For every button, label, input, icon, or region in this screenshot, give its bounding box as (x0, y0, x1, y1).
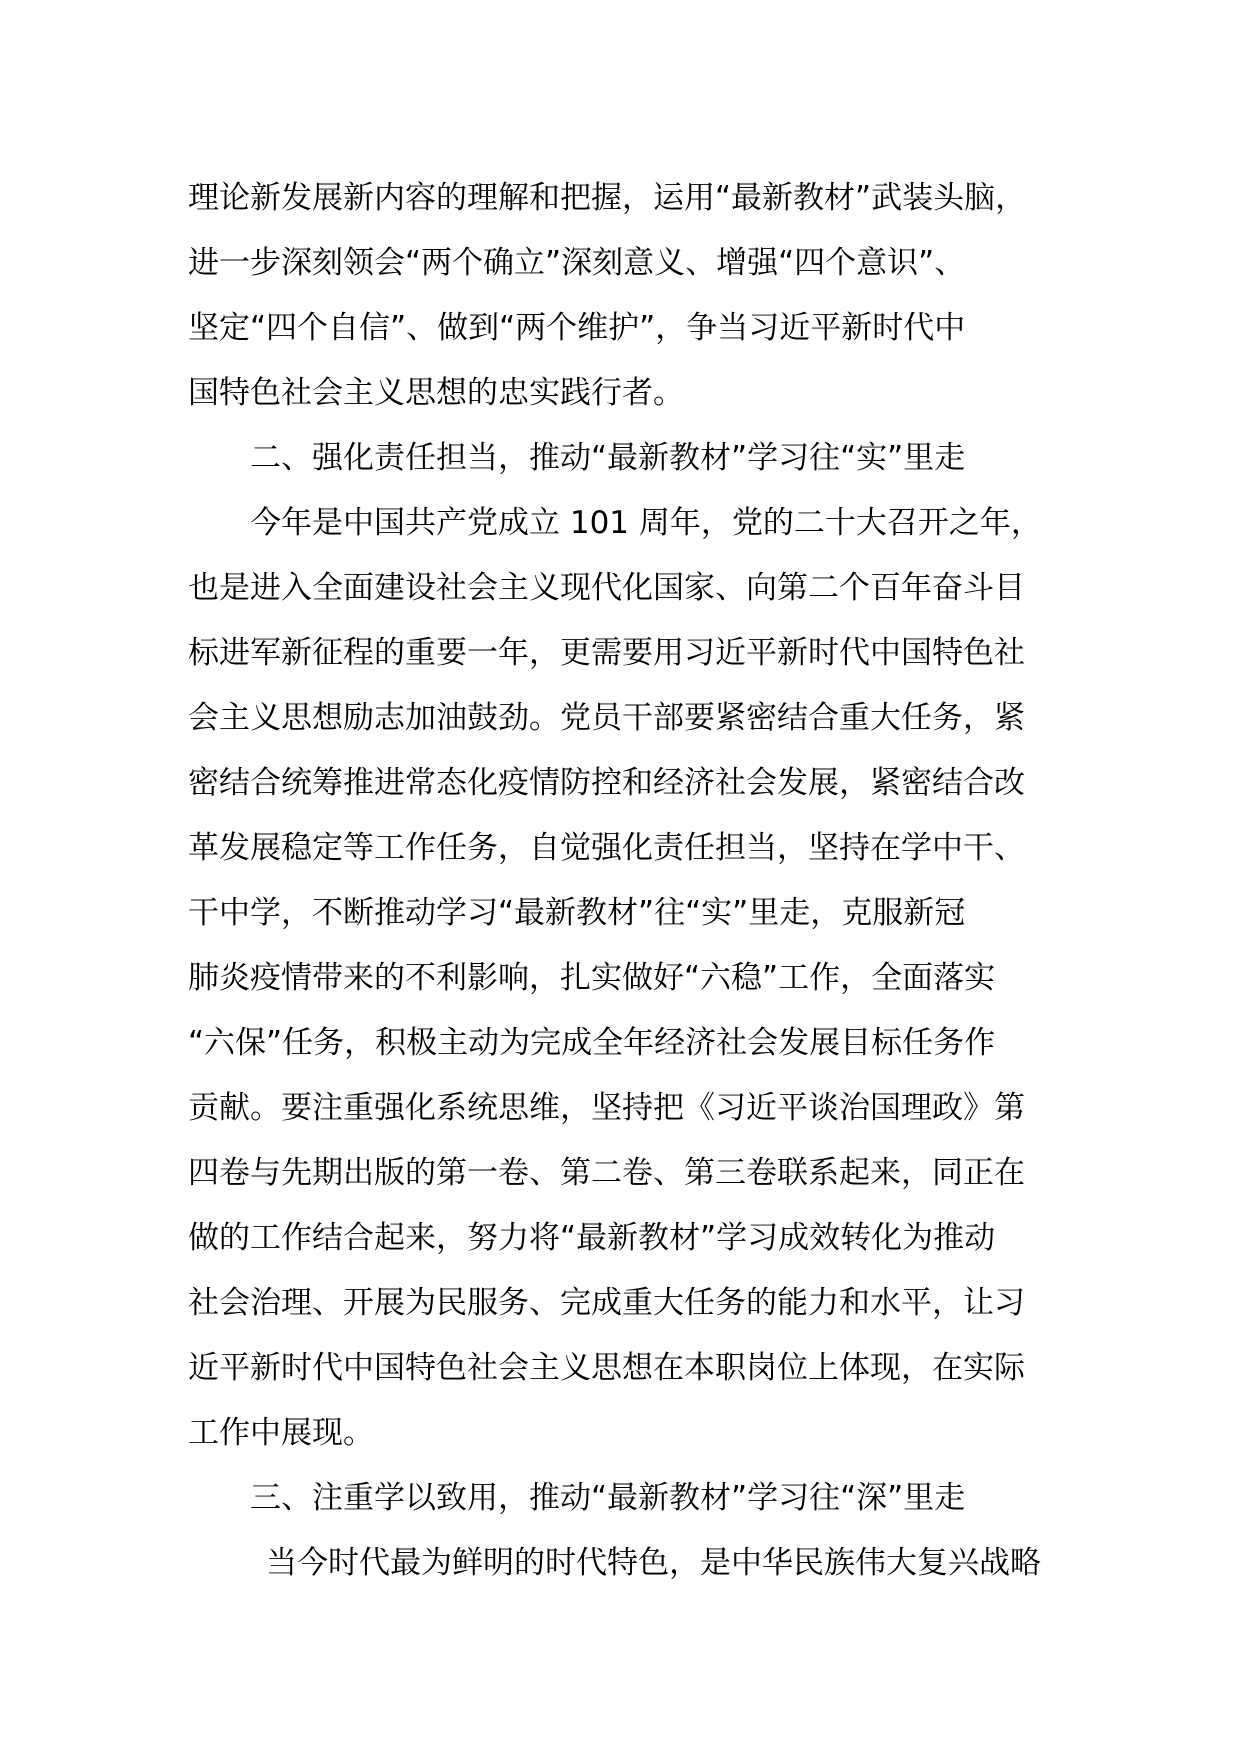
text-line: 密结合统筹推进常态化疫情防控和经济社会发展，紧密结合改 (188, 765, 1025, 801)
text-line: 革发展稳定等工作任务，自觉强化责任担当，坚持在学中干、 (188, 830, 1025, 866)
text-line: 也是进入全面建设社会主义现代化国家、向第二个百年奋斗目 (188, 570, 1025, 606)
text-line: 国特色社会主义思想的忠实践行者。 (188, 375, 684, 411)
text-line: 工作中展现。 (188, 1415, 374, 1451)
text-line: 今年是中国共产党成立 101 周年，党的二十大召开之年， (250, 505, 1042, 541)
text-line: 标进军新征程的重要一年，更需要用习近平新时代中国特色社 (188, 635, 1025, 671)
text-line: 近平新时代中国特色社会主义思想在本职岗位上体现，在实际 (188, 1350, 1025, 1386)
text-line: 会主义思想励志加油鼓劲。党员干部要紧密结合重大任务，紧 (188, 700, 1025, 736)
text-line: “六保”任务，积极主动为完成全年经济社会发展目标任务作 (188, 1025, 996, 1061)
paragraph-section-2 (188, 491, 1060, 1466)
document-page (188, 166, 1060, 1596)
text-line: 社会治理、开展为民服务、完成重大任务的能力和水平，让习 (188, 1285, 1025, 1321)
paragraph-section-3 (188, 1531, 1060, 1596)
text-line: 干中学，不断推动学习“最新教材”往“实”里走，克服新冠 (188, 895, 966, 931)
text-line: 当今时代最为鲜明的时代特色，是中华民族伟大复兴战略 (266, 1545, 1041, 1581)
text-line: 理论新发展新内容的理解和把握，运用“最新教材”武装头脑， (188, 180, 1027, 216)
text-line: 坚定“四个自信”、做到“两个维护”，争当习近平新时代中 (188, 310, 966, 346)
text-line: 四卷与先期出版的第一卷、第二卷、第三卷联系起来，同正在 (188, 1155, 1025, 1191)
text-line: 肺炎疫情带来的不利影响，扎实做好“六稳”工作，全面落实 (188, 960, 996, 996)
section-heading-3: 三、注重学以致用，推动“最新教材”学习往“深”里走 (250, 1480, 966, 1516)
text-line: 贡献。要注重强化系统思维，坚持把《习近平谈治国理政》第 (188, 1090, 1025, 1126)
text-line: 进一步深刻领会“两个确立”深刻意义、增强“四个意识”、 (188, 245, 966, 281)
text-line: 做的工作结合起来，努力将“最新教材”学习成效转化为推动 (188, 1220, 996, 1256)
section-heading-2: 二、强化责任担当，推动“最新教材”学习往“实”里走 (250, 440, 966, 476)
paragraph-continuation (188, 166, 1060, 426)
